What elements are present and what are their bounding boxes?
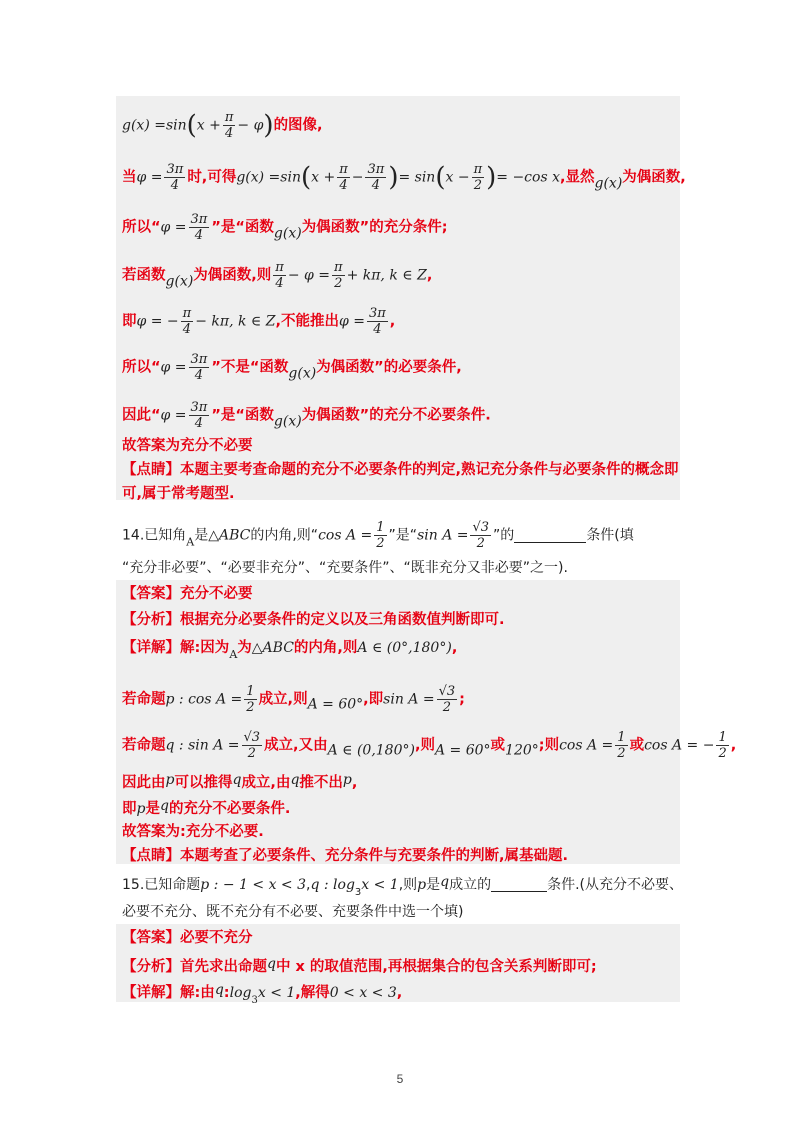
solution-line: 所以“φ = $\frac{3\pi}{4}$ ”不是“函数g(x)为偶函数”的必要条件,	[122, 352, 462, 383]
solution-line: 所以“φ = $\frac{3\pi}{4}$ ”是“函数g(x)为偶函数”的充分条件;	[122, 212, 448, 243]
page-number: 5	[396, 1072, 404, 1086]
answer-line: 【答案】充分不必要	[122, 586, 253, 602]
question-14-options: “充分非必要”、“必要非充分”、“充要条件”、“既非充分又非必要”之一).	[122, 560, 568, 576]
detail-line: 若命题p : cos A = $\frac{1}{2}$ 成立,则A = 60°,即sin A = $\frac{√3}{2}$ ;	[122, 684, 465, 715]
math-expression: g(x) =sin	[122, 117, 187, 134]
detail-line: 【详解】解:由$q:\log_3x < 1$,解得0 < x < 3,	[122, 982, 403, 1006]
comment-line: 【点睛】本题考查了必要条件、充分条件与充要条件的判断,属基础题.	[122, 848, 569, 864]
detail-line: 因此由p可以推得q成立,由q推不出p,	[122, 772, 358, 791]
comment-line: 可,属于常考题型.	[122, 486, 235, 502]
detail-line: 若命题q : sin A = $\frac{√3}{2}$ 成立,又由A ∈ (0,180°),则A = 60°或120°;则cos A = $\frac{1}{2}$ 或cos A = − $\frac{1}{2}$ ,	[122, 730, 737, 761]
question-15-options: 必要不充分、既不充分有不必要、充要条件中选一个填)	[122, 904, 464, 920]
solution-line: 若函数g(x)为偶函数,则 $\frac{\pi}{4}$ − φ = $\frac{\pi}{2}$ + kπ, k ∈ Z,	[122, 260, 433, 291]
analysis-line: 【分析】根据充分必要条件的定义以及三角函数值判断即可.	[122, 612, 505, 628]
answer-line: 故答案为:充分不必要.	[122, 824, 264, 840]
question-15: 15.已知命题p : − 1 < x < 3,q : $\log_3x < 1$,则p是q成立的 条件.(从充分不必要、	[122, 874, 684, 898]
solution-line: 因此“φ = $\frac{3\pi}{4}$ ”是“函数g(x)为偶函数”的充分不必要条件.	[122, 400, 491, 431]
detail-line: 即p是q的充分不必要条件.	[122, 798, 291, 817]
answer-line: 【答案】必要不充分	[122, 930, 253, 946]
answer-blank	[491, 877, 547, 892]
solution-line: 当φ = $\frac{3\pi}{4}$ 时,可得g(x) =sin(x + $\frac{\pi}{4}$ − $\frac{3\pi}{4}$ )= sin(x − $\frac{\pi}{2}$ )= −cos x,显然g(x)为偶函数,	[122, 162, 686, 193]
question-14: 14.已知角$_A$是△ABC的内角,则“cos A = $\frac{1}{2}$ ”是“sin A = $\frac{√3}{2}$ ”的 条件(填	[122, 520, 634, 551]
solution-line: 即φ = − $\frac{\pi}{4}$ − kπ, k ∈ Z,不能推出φ = $\frac{3\pi}{4}$ ,	[122, 306, 396, 337]
solution-line: g(x) =sin(x + $\frac{\pi}{4}$ − φ)的图像,	[122, 110, 323, 141]
comment-line: 【点睛】本题主要考查命题的充分不必要条件的判定,熟记充分条件与必要条件的概念即	[122, 462, 679, 478]
fraction: $\frac{\pi}{4}$	[224, 110, 234, 141]
detail-line: 【详解】解:因为$_A$为△ABC的内角,则A ∈ (0°,180°),	[122, 640, 458, 661]
answer-line: 故答案为充分不必要	[122, 438, 253, 454]
answer-blank	[514, 528, 586, 543]
analysis-line: 【分析】首先求出命题q中 x 的取值范围,再根据集合的包含关系判断即可;	[122, 956, 597, 975]
